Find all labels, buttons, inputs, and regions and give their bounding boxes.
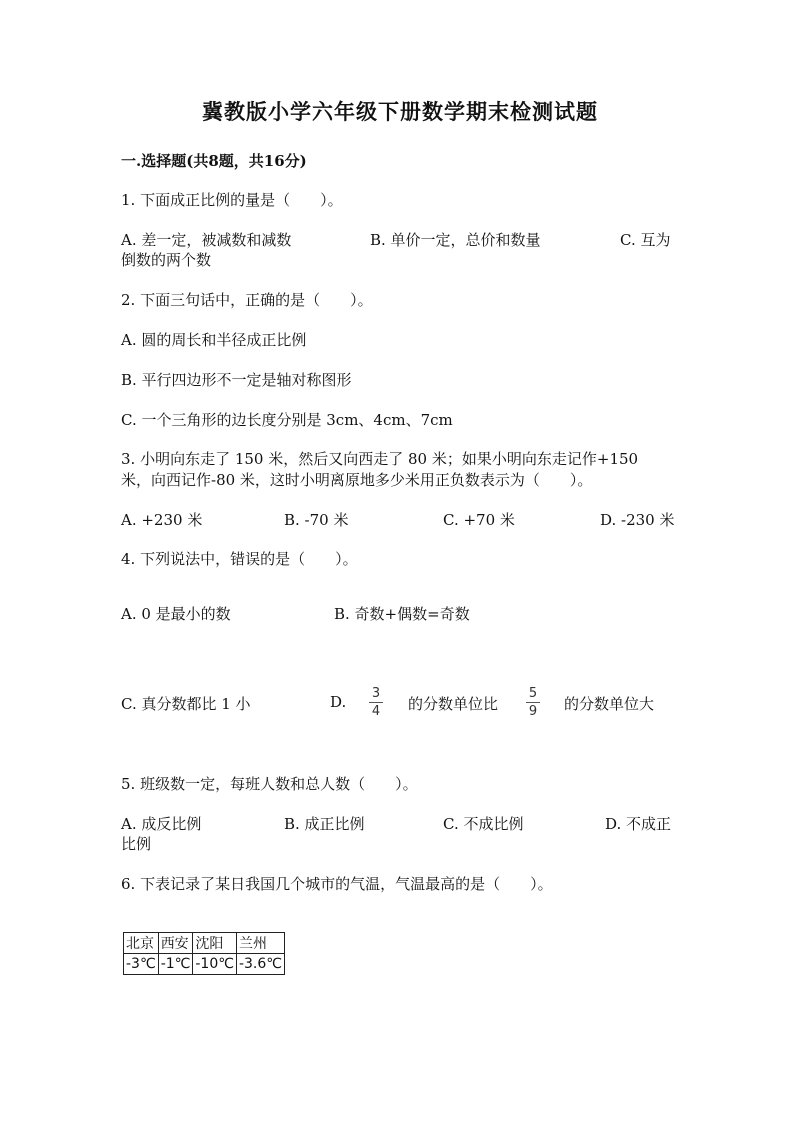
question-3-option-b: B. -70 米 [284,511,349,529]
fraction-numerator: 5 [528,686,538,701]
question-6-stem: 6. 下表记录了某日我国几个城市的气温，气温最高的是（ ）。 [121,875,553,893]
table-row-temperatures [124,954,285,975]
question-3-option-d: D. -230 米 [600,511,675,529]
question-3-option-a: A. +230 米 [121,511,203,529]
question-3-stem: 3. 小明向东走了 150 米，然后又向西走了 80 米；如果小明向东走记作+150 [121,450,639,468]
fraction-denominator: 9 [528,704,538,719]
question-3-option-c: C. +70 米 [443,511,515,529]
question-4-option-c: C. 真分数都比 1 小 [121,695,251,713]
question-5-option-c: C. 不成比例 [443,815,524,833]
question-4-option-d-end: 的分数单位大 [564,695,655,713]
question-5-stem: 5. 班级数一定，每班人数和总人数（ ）。 [121,775,418,793]
fraction-bar [369,702,383,703]
question-2-stem: 2. 下面三句话中，正确的是（ ）。 [121,291,373,309]
question-5-option-d-continued: 比例 [121,835,152,853]
fraction-five-ninths [525,686,541,719]
question-4-option-b: B. 奇数+偶数=奇数 [334,605,470,623]
question-4-option-d-text: 的分数单位比 [408,695,499,713]
section-heading: 一.选择题(共8题，共16分) [121,152,307,170]
question-4-option-d-label: D. [330,693,347,711]
fraction-denominator: 4 [371,704,381,719]
page-title: 冀教版小学六年级下册数学期末检测试题 [202,99,598,124]
fraction-three-quarters [368,686,384,719]
table-cell-temperature: -1℃ [158,954,193,975]
temperature-table [123,932,285,975]
table-cell-city: 西安 [158,933,193,954]
table-cell-temperature: -3℃ [124,954,159,975]
question-5-option-b: B. 成正比例 [284,815,365,833]
question-3-stem-continued: 米，向西记作-80 米，这时小明离原地多少米用正负数表示为（ ）。 [121,471,593,489]
question-1-option-a: A. 差一定，被减数和减数 [121,231,292,249]
question-2-option-c: C. 一个三角形的边长度分别是 3cm、4cm、7cm [121,411,453,429]
table-cell-city: 沈阳 [193,933,237,954]
fraction-numerator: 3 [371,686,381,701]
question-4-option-a: A. 0 是最小的数 [121,605,231,623]
table-row-cities [124,933,285,954]
table-cell-temperature: -10℃ [193,954,237,975]
table-cell-city: 兰州 [236,933,284,954]
question-2-option-b: B. 平行四边形不一定是轴对称图形 [121,371,352,389]
question-1-option-c-continued: 倒数的两个数 [121,251,212,269]
question-5-option-d: D. 不成正 [605,815,672,833]
question-1-option-c: C. 互为 [620,231,671,249]
question-1-stem: 1. 下面成正比例的量是（ ）。 [121,191,343,209]
question-2-option-a: A. 圆的周长和半径成正比例 [121,331,307,349]
fraction-bar [526,702,540,703]
question-4-stem: 4. 下列说法中，错误的是（ ）。 [121,550,358,568]
question-5-option-a: A. 成反比例 [121,815,202,833]
table-cell-temperature: -3.6℃ [236,954,284,975]
table-cell-city: 北京 [124,933,159,954]
question-1-option-b: B. 单价一定，总价和数量 [370,231,541,249]
